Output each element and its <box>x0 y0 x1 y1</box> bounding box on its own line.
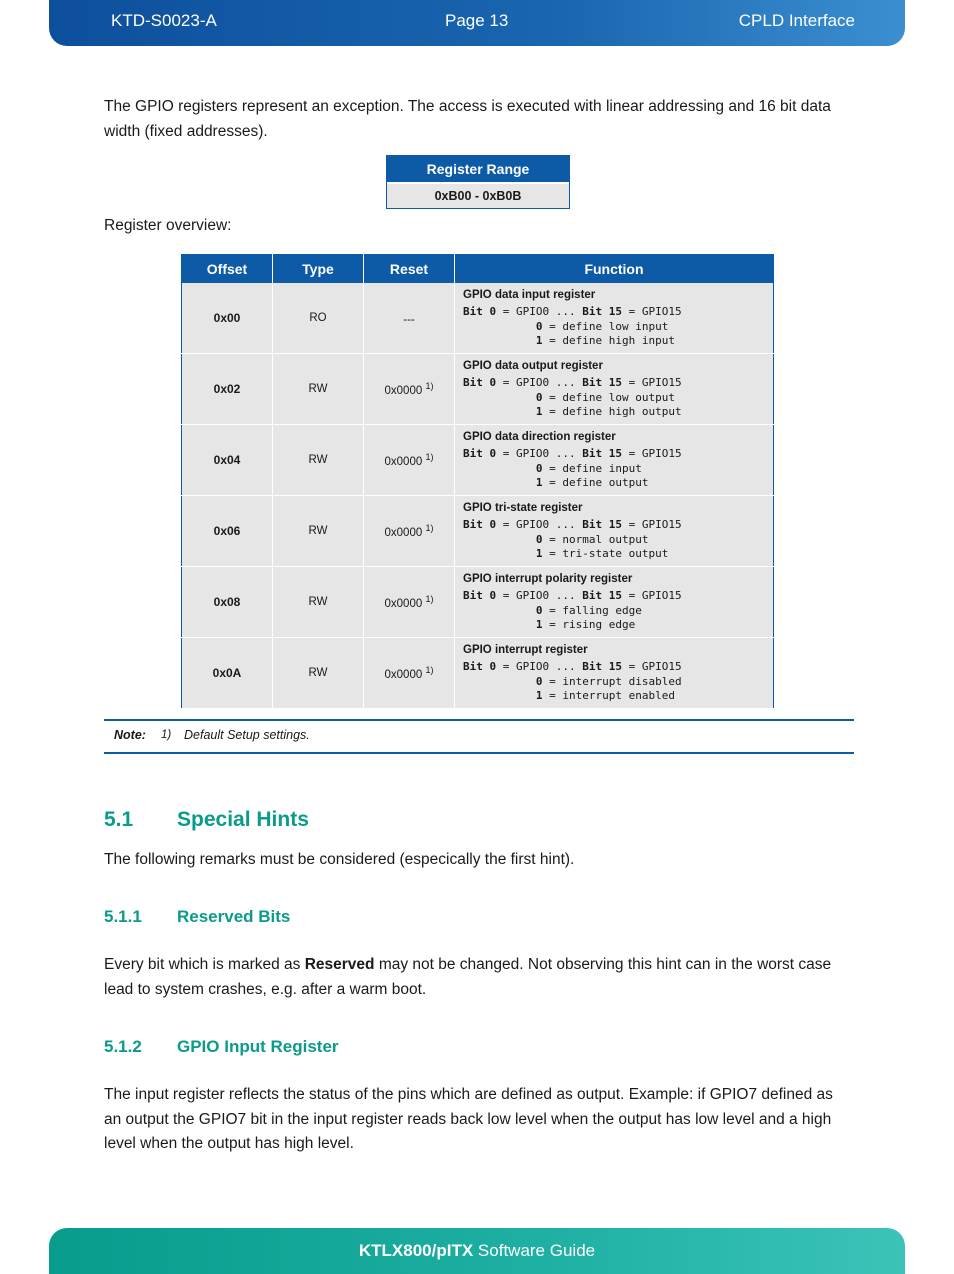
heading-title: Special Hints <box>177 808 309 831</box>
function-line: Bit 0 = GPIO0 ... Bit 15 = GPIO15 <box>463 660 682 673</box>
function-line: 1 = define output <box>535 476 649 489</box>
register-range-table <box>386 155 570 209</box>
special-hints-text: The following remarks must be considered (especically the first hint). <box>104 851 575 868</box>
reset-value: 0x0000 <box>384 668 423 681</box>
function-line: 0 = define low output <box>535 390 675 404</box>
register-range-value: 0xB00 - 0xB0B <box>387 182 569 208</box>
note-text: Default Setup settings. <box>184 728 310 742</box>
function-line: 1 = interrupt enabled <box>535 689 675 702</box>
function-title: GPIO interrupt register <box>463 644 588 656</box>
table-row <box>182 496 774 567</box>
footer-product: KTLX800/pITX <box>358 1241 474 1260</box>
reset-footnote: 1) <box>425 594 434 605</box>
reset-footnote: 1) <box>425 665 434 676</box>
text-span: may not be changed. Not observing this hint can in the worst case lead to system crashes, e.g. after a warm boot. <box>104 956 832 998</box>
table-note <box>104 719 854 754</box>
reset-footnote: 1) <box>425 452 434 463</box>
function-line: 0 = interrupt disabled <box>535 674 682 688</box>
table-row <box>182 567 774 638</box>
cell-type: RW <box>273 638 364 709</box>
cell-reset <box>364 496 455 567</box>
cell-type: RW <box>273 354 364 425</box>
col-header-offset: Offset <box>182 255 273 284</box>
cell-offset: 0x08 <box>182 567 273 638</box>
cell-function <box>455 567 774 638</box>
note-label: Note: <box>114 728 146 742</box>
overview-label: Register overview: <box>104 217 232 234</box>
cell-offset: 0x00 <box>182 283 273 354</box>
function-title: GPIO interrupt polarity register <box>463 573 633 585</box>
col-header-reset: Reset <box>364 255 455 284</box>
register-overview-table <box>181 254 774 709</box>
table-row <box>182 425 774 496</box>
cell-function <box>455 638 774 709</box>
reset-value: 0x0000 <box>384 384 423 397</box>
heading-reserved-bits <box>104 907 290 927</box>
function-line: 0 = define low input <box>535 319 669 333</box>
page-number: Page 13 <box>445 11 509 30</box>
col-header-type: Type <box>273 255 364 284</box>
cell-offset: 0x06 <box>182 496 273 567</box>
heading-number: 5.1 <box>104 808 134 831</box>
function-line: Bit 0 = GPIO0 ... Bit 15 = GPIO15 <box>463 589 682 602</box>
heading-title: Reserved Bits <box>177 907 291 926</box>
function-line: 0 = normal output <box>535 532 649 546</box>
section-name: CPLD Interface <box>738 11 855 30</box>
register-range-header: Register Range <box>387 156 569 182</box>
reset-footnote: 1) <box>425 523 434 534</box>
function-line: 1 = define high input <box>535 334 675 347</box>
doc-id: KTD-S0023-A <box>111 11 217 30</box>
table-row <box>182 283 774 354</box>
function-line: Bit 0 = GPIO0 ... Bit 15 = GPIO15 <box>463 305 682 318</box>
cell-type: RW <box>273 567 364 638</box>
reset-value: --- <box>403 313 415 326</box>
table-row <box>182 354 774 425</box>
function-title: GPIO data input register <box>463 289 596 301</box>
function-line: Bit 0 = GPIO0 ... Bit 15 = GPIO15 <box>463 376 682 389</box>
table-row <box>182 638 774 709</box>
note-number: 1) <box>161 729 172 741</box>
reset-value: 0x0000 <box>384 455 423 468</box>
table-body <box>182 283 774 709</box>
function-title: GPIO data direction register <box>463 431 616 443</box>
cell-reset <box>364 638 455 709</box>
cell-type: RW <box>273 425 364 496</box>
table-header-row <box>182 255 774 284</box>
text-span: Every bit which is marked as <box>104 956 305 973</box>
function-line: 0 = falling edge <box>535 603 642 617</box>
heading-special-hints <box>104 808 309 832</box>
function-line: 0 = define input <box>535 461 642 475</box>
cell-function <box>455 283 774 354</box>
footer-rest: Software Guide <box>473 1241 596 1260</box>
cell-reset <box>364 425 455 496</box>
cell-function <box>455 425 774 496</box>
intro-paragraph: The GPIO registers represent an exception. The access is executed with linear addressing and 16 bit data width (fixed addresses). <box>104 98 831 140</box>
function-line: Bit 0 = GPIO0 ... Bit 15 = GPIO15 <box>463 518 682 531</box>
cell-type: RO <box>273 283 364 354</box>
cell-reset <box>364 283 455 354</box>
cell-offset: 0x04 <box>182 425 273 496</box>
page-footer <box>49 1228 905 1274</box>
reset-footnote: 1) <box>425 381 434 392</box>
heading-title: GPIO Input Register <box>177 1037 339 1056</box>
function-title: GPIO tri-state register <box>463 502 583 514</box>
reset-value: 0x0000 <box>384 597 423 610</box>
function-title: GPIO data output register <box>463 360 603 372</box>
gpio-input-register-text: The input register reflects the status of the pins which are defined as output. Example: if GPIO7 defined as an output the GPIO7 bit in the input register reads back low level when the output has low level and a high level when the output has high level. <box>104 1086 833 1152</box>
function-line: 1 = tri-state output <box>535 547 669 560</box>
function-line: Bit 0 = GPIO0 ... Bit 15 = GPIO15 <box>463 447 682 460</box>
cell-function <box>455 354 774 425</box>
cell-type: RW <box>273 496 364 567</box>
col-header-function: Function <box>455 255 774 284</box>
cell-reset <box>364 567 455 638</box>
cell-offset: 0x02 <box>182 354 273 425</box>
heading-number: 5.1.2 <box>104 1037 142 1056</box>
page-header <box>49 0 905 46</box>
cell-offset: 0x0A <box>182 638 273 709</box>
function-line: 1 = rising edge <box>535 618 636 631</box>
cell-reset <box>364 354 455 425</box>
heading-gpio-input-register <box>104 1037 339 1057</box>
cell-function <box>455 496 774 567</box>
reserved-bits-text <box>104 953 850 1002</box>
bold-span: Reserved <box>304 956 375 973</box>
heading-number: 5.1.1 <box>104 907 142 926</box>
function-line: 1 = define high output <box>535 405 682 418</box>
reset-value: 0x0000 <box>384 526 423 539</box>
